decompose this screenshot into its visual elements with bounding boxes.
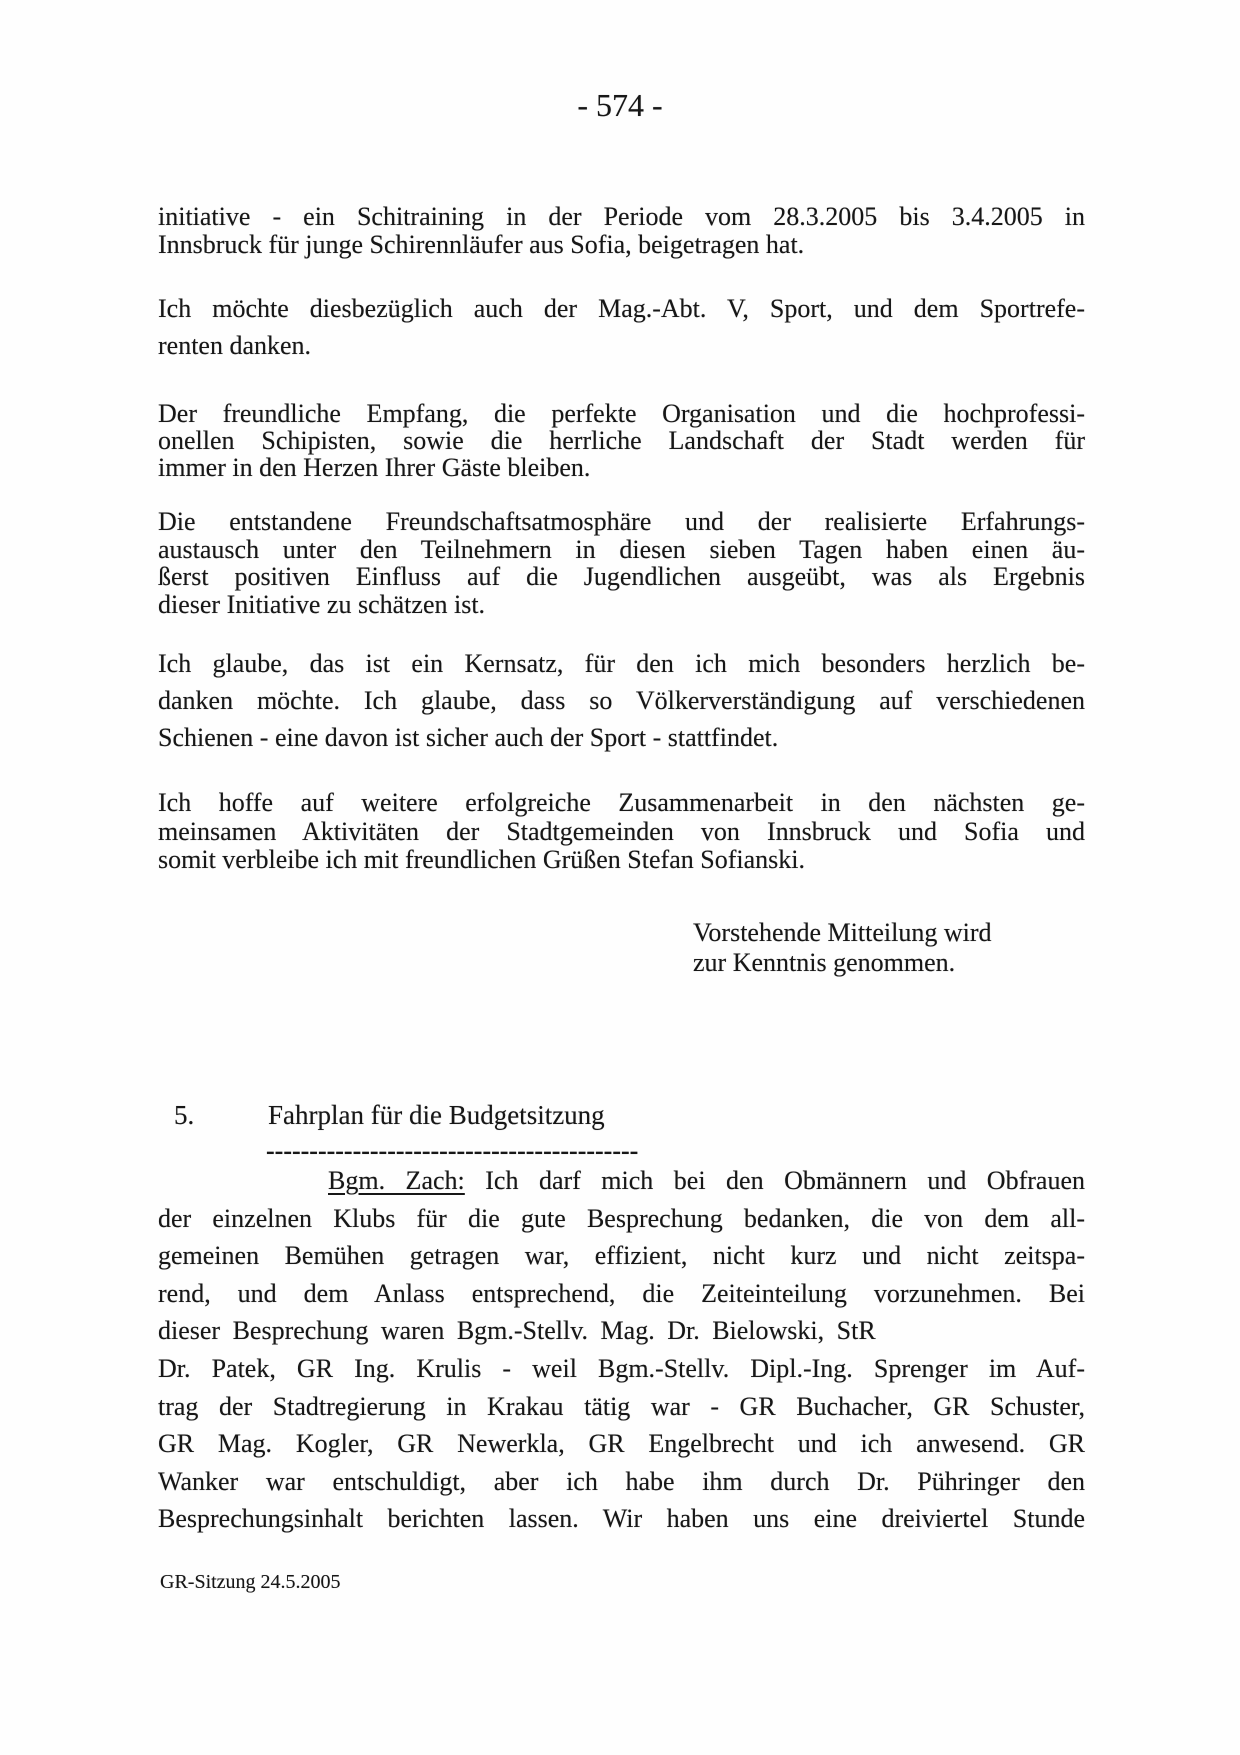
- paragraph: [158, 645, 1085, 756]
- footer-note: GR-Sitzung 24.5.2005: [160, 1571, 341, 1593]
- text-line: GR Mag. Kogler, GR Newerkla, GR Engelbrecht und ich anwesend. GR: [158, 1429, 1085, 1459]
- text-line: zur Kenntnis genommen.: [693, 948, 956, 977]
- paragraph: [158, 789, 1085, 875]
- text-line: Wanker war entschuldigt, aber ich habe ihm durch Dr. Pühringer den: [158, 1466, 1085, 1496]
- speech-paragraph: [158, 1162, 1085, 1538]
- text-line: Dr. Patek, GR Ing. Krulis - weil Bgm.-Stellv. Dipl.-Ing. Sprenger im Auf-: [158, 1353, 1085, 1383]
- text-line: dieser Besprechung waren Bgm.-Stellv. Mag. Dr. Bielowski, StR: [158, 1316, 876, 1346]
- text-line: Ich möchte diesbezüglich auch der Mag.-Abt. V, Sport, und dem Sportrefe-: [158, 294, 1085, 323]
- text-line: dieser Initiative zu schätzen ist.: [158, 589, 486, 619]
- text-line: trag der Stadtregierung in Krakau tätig war - GR Buchacher, GR Schuster,: [158, 1391, 1085, 1421]
- text-line: Der freundliche Empfang, die perfekte Organisation und die hochprofessi-: [158, 399, 1085, 428]
- speech-first-line: [158, 1162, 1085, 1200]
- text-line: onellen Schipisten, sowie die herrliche Landschaft der Stadt werden für: [158, 426, 1085, 455]
- text-line: der einzelnen Klubs für die gute Besprechung bedanken, die von dem all-: [158, 1203, 1085, 1233]
- paragraph: [158, 508, 1085, 618]
- text-line: Schienen - eine davon ist sicher auch der Sport - stattfindet.: [158, 723, 779, 752]
- text-line: somit verbleibe ich mit freundlichen Grüßen Stefan Sofianski.: [158, 845, 805, 874]
- paragraph: [158, 400, 1085, 481]
- section-number: 5.: [174, 1100, 195, 1130]
- text-line: Besprechungsinhalt berichten lassen. Wir haben uns eine dreiviertel Stunde: [158, 1504, 1085, 1534]
- text-line: Ich hoffe auf weitere erfolgreiche Zusammenarbeit in den nächsten ge-: [158, 788, 1085, 817]
- text-line: rend, und dem Anlass entsprechend, die Zeiteinteilung vorzunehmen. Bei: [158, 1278, 1085, 1308]
- text-line: renten danken.: [158, 331, 312, 360]
- text-line: immer in den Herzen Ihrer Gäste bleiben.: [158, 453, 591, 482]
- section-underline: -------------------------------------------: [266, 1136, 639, 1165]
- text-line: Die entstandene Freundschaftsatmosphäre und der realisierte Erfahrungs-: [158, 507, 1085, 536]
- section-title: Fahrplan für die Budgetsitzung: [268, 1100, 605, 1130]
- text-line: initiative - ein Schitraining in der Periode vom 28.3.2005 bis 3.4.2005 in: [158, 202, 1085, 231]
- page-number: - 574 -: [577, 87, 663, 123]
- text-line: meinsamen Aktivitäten der Stadtgemeinden von Innsbruck und Sofia und: [158, 816, 1085, 846]
- paragraph: [158, 203, 1085, 258]
- paragraph: [158, 290, 1085, 364]
- text-line: Innsbruck für junge Schirennläufer aus Sofia, beigetragen hat.: [158, 229, 805, 259]
- text-line: Ich glaube, das ist ein Kernsatz, für den ich mich besonders herzlich be-: [158, 649, 1085, 678]
- text-line: Vorstehende Mitteilung wird: [693, 918, 992, 947]
- text-line: austausch unter den Teilnehmern in diesen sieben Tagen haben einen äu-: [158, 534, 1085, 564]
- resolution-note: [693, 918, 1093, 978]
- text-line: ßerst positiven Einfluss auf die Jugendlichen ausgeübt, was als Ergebnis: [158, 562, 1085, 591]
- speaker-name: Bgm. Zach:: [328, 1166, 465, 1195]
- speech-first-line-rest: Ich darf mich bei den Obmännern und Obfrauen: [485, 1166, 1085, 1195]
- text-line: gemeinen Bemühen getragen war, effizient, nicht kurz und nicht zeitspa-: [158, 1241, 1085, 1271]
- text-line: danken möchte. Ich glaube, dass so Völkerverständigung auf verschiedenen: [158, 686, 1085, 715]
